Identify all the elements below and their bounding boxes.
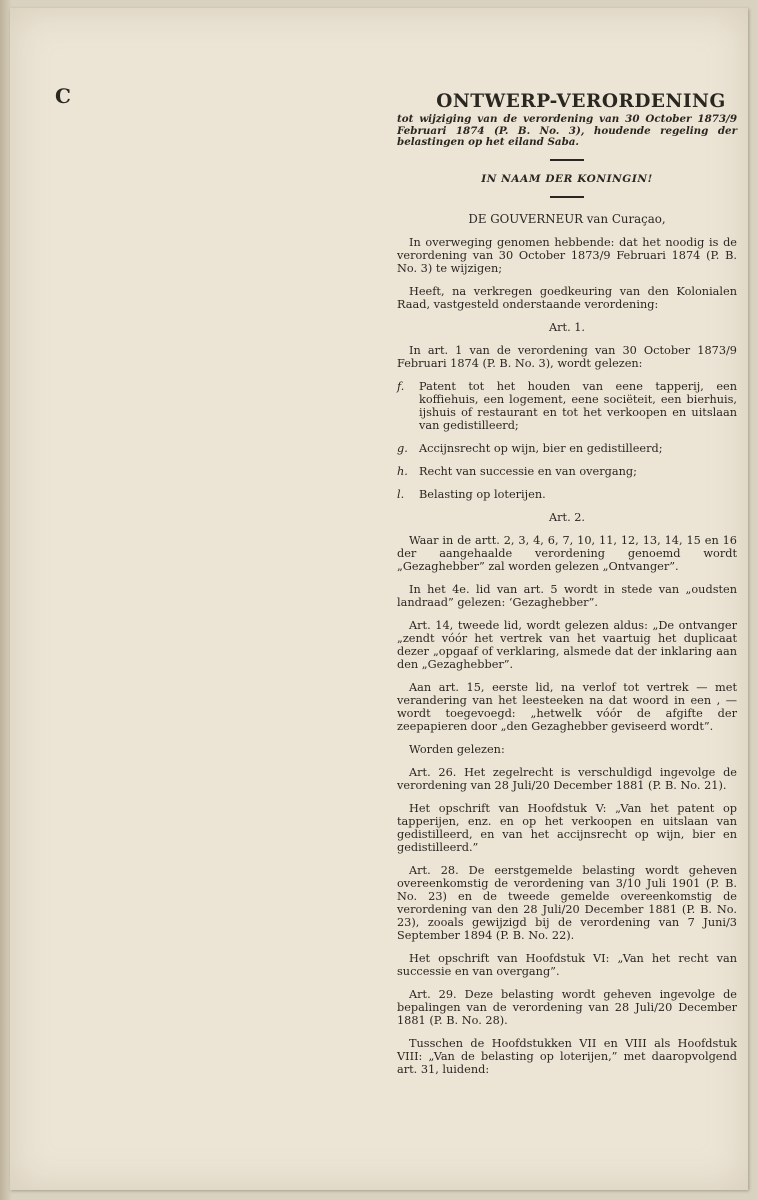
document-subtitle: tot wijziging van de verordening van 30 October 1873/9 Februari 1874 (P. B. No. 3), houdende regeling der belastingen op het eiland Saba.	[397, 113, 737, 148]
item-text: Recht van successie en van overgang;	[419, 464, 637, 478]
document-title: ONTWERP-VERORDENING	[436, 91, 726, 112]
item-key: f.	[397, 379, 405, 393]
item-key: g.	[397, 441, 408, 455]
document-text-column	[397, 92, 737, 1076]
margin-letter: C	[55, 84, 71, 108]
invocation: IN NAAM DER KONINGIN!	[481, 172, 653, 185]
paragraph: In art. 1 van de verordening van 30 October 1873/9 Februari 1874 (P. B. No. 3), wordt gelezen:	[397, 343, 737, 370]
divider	[550, 196, 584, 198]
article-heading: Art. 1.	[548, 320, 586, 334]
paragraph: Art. 26. Het zegelrecht is verschuldigd ingevolge de verordening van 28 Juli/20 December 1881 (P. B. No. 21).	[397, 765, 737, 792]
item-text: Patent tot het houden van eene tapperij, een koffiehuis, een logement, eene sociëteit, een bierhuis, ijshuis of restaurant en tot het verkoopen en uitslaan van gedistilleerd;	[419, 379, 737, 432]
section-label: Worden gelezen:	[409, 742, 505, 756]
issuer-line: DE GOUVERNEUR van Curaçao,	[468, 211, 666, 226]
paragraph: Aan art. 15, eerste lid, na verlof tot vertrek — met verandering van het leesteeken na dat woord in een , — wordt toegevoegd: „hetwelk vóór de afgifte der zeepapieren door „den Gezaghebber geviseerd wordt”.	[397, 680, 737, 733]
paragraph: Heeft, na verkregen goedkeuring van den Kolonialen Raad, vastgesteld onderstaande verordening:	[397, 284, 737, 311]
divider	[550, 159, 584, 161]
list-item	[397, 465, 737, 478]
item-text: Accijnsrecht op wijn, bier en gedistilleerd;	[419, 441, 663, 455]
paragraph: Art. 14, tweede lid, wordt gelezen aldus: „De ontvanger „zendt vóór het vertrek van het vaartuig het duplicaat dezer „opgaaf of verklaring, alsmede dat der inklaring aan den „Gezaghebber”.	[397, 618, 737, 671]
item-key: h.	[397, 464, 408, 478]
item-key: l.	[397, 487, 405, 501]
paragraph: Art. 28. De eerstgemelde belasting wordt geheven overeenkomstig de verordening van 3/10 Juli 1901 (P. B. No. 23) en de tweede gemelde overeenkomstig de verordening van den 28 Juli/20 December 1881 (P. B. No. 23), zooals gewijzigd bij de verordening van 7 Juni/3 September 1894 (P. B. No. 22).	[397, 863, 737, 942]
paragraph: Het opschrift van Hoofdstuk V: „Van het patent op tapperijen, enz. en op het verkoopen en uitslaan van gedistilleerd, en van het accijnsrecht op wijn, bier en gedistilleerd.”	[397, 801, 737, 854]
list-item	[397, 488, 737, 501]
paragraph: Het opschrift van Hoofdstuk VI: „Van het recht van successie en van overgang”.	[397, 951, 737, 978]
paragraph: Art. 29. Deze belasting wordt geheven ingevolge de bepalingen van de verordening van 28 Juli/20 December 1881 (P. B. No. 28).	[397, 987, 737, 1027]
paragraph: In overweging genomen hebbende: dat het noodig is de verordening van 30 October 1873/9 Februari 1874 (P. B. No. 3) te wijzigen;	[397, 235, 737, 275]
paragraph: Waar in de artt. 2, 3, 4, 6, 7, 10, 11, 12, 13, 14, 15 en 16 der aangehaalde verordening genoemd wordt „Gezaghebber” zal worden gelezen „Ontvanger”.	[397, 533, 737, 573]
item-text: Belasting op loterijen.	[419, 487, 546, 501]
paragraph: In het 4e. lid van art. 5 wordt in stede van „oudsten landraad” gelezen: ‘Gezaghebber”.	[397, 582, 737, 609]
list-item	[397, 442, 737, 455]
paragraph: Tusschen de Hoofdstukken VII en VIII als Hoofdstuk VIII: „Van de belasting op loterijen,” met daaropvolgend art. 31, luidend:	[397, 1036, 737, 1076]
article-heading: Art. 2.	[548, 510, 586, 524]
list-item	[397, 380, 737, 432]
